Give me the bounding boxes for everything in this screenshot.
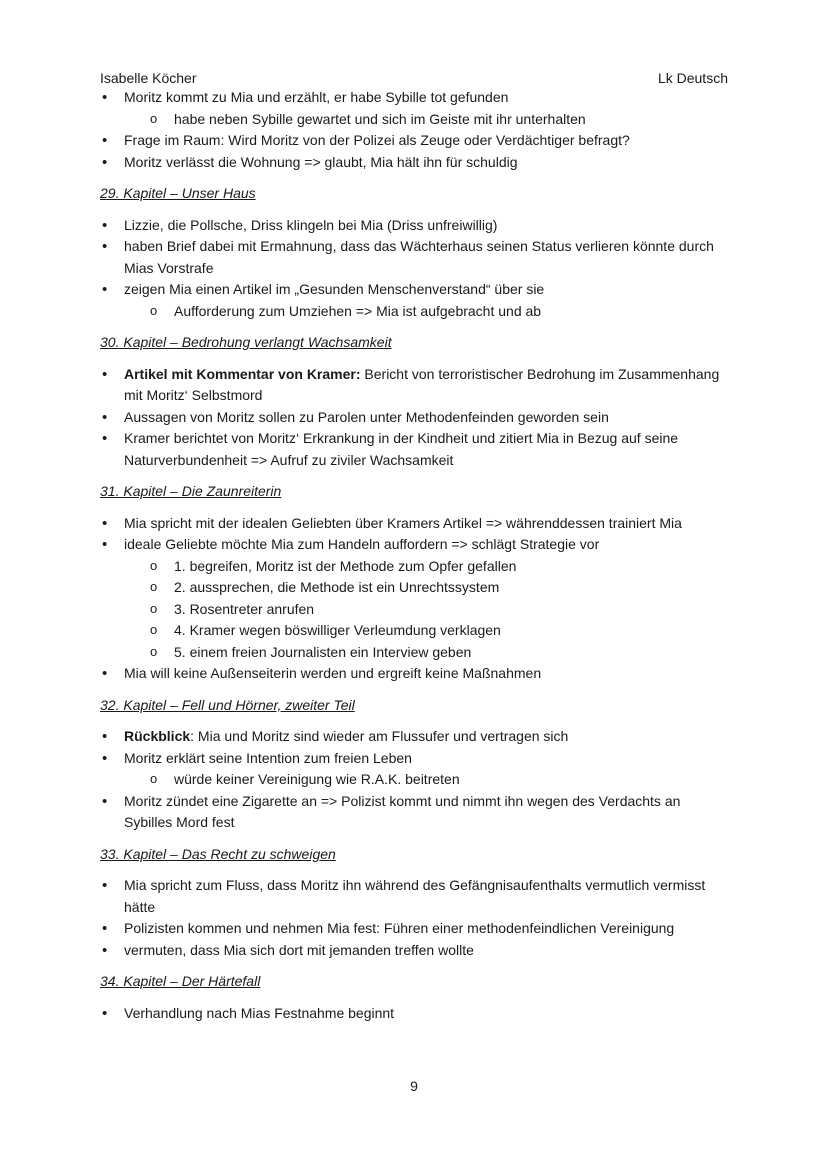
sub-list-item [100, 577, 730, 599]
item-text: Polizisten kommen und nehmen Mia fest: Führen einer methodenfeindlichen Vereinigung [124, 920, 675, 936]
sub-list-item [100, 556, 730, 578]
list-item [100, 534, 730, 556]
item-text: Aussagen von Moritz sollen zu Parolen unter Methodenfeinden geworden sein [124, 408, 609, 425]
sub-list-item [100, 769, 730, 791]
chapter-heading: 31. Kapitel – Die Zaunreiterin [100, 483, 282, 499]
chapter-heading: 33. Kapitel – Das Recht zu schweigen [100, 845, 336, 862]
list-item [100, 1003, 730, 1025]
list-item [100, 513, 730, 535]
list-item [100, 152, 730, 174]
item-text: 2. aussprechen, die Methode ist ein Unrechtssystem [174, 579, 500, 595]
item-text: würde keiner Vereinigung wie R.A.K. beitreten [174, 771, 460, 787]
list-item [100, 726, 730, 748]
author-name: Isabelle Köcher [100, 70, 197, 86]
list-item [100, 407, 730, 429]
item-text: Mia spricht zum Fluss, dass Moritz ihn während des Gefängnisaufenthalts vermutlich vermisst hätte [124, 877, 706, 915]
sub-list-item [100, 620, 730, 642]
item-text: 3. Rosentreter anrufen [174, 600, 315, 617]
item-text: Moritz kommt zu Mia und erzählt, er habe Sybille tot gefunden [124, 89, 509, 105]
item-text: Moritz zündet eine Zigarette an => Polizist kommt und nimmt ihn wegen des Verdachts an Sybilles Mord fest [124, 792, 681, 830]
list-item [100, 215, 730, 237]
item-text: Aufforderung zum Umziehen => Mia ist aufgebracht und ab [174, 302, 542, 319]
item-text: ideale Geliebte möchte Mia zum Handeln auffordern => schlägt Strategie vor [124, 536, 600, 552]
list-item [100, 875, 730, 918]
list-item [100, 918, 730, 940]
sub-list-item [100, 599, 730, 621]
chapter-list [100, 364, 730, 472]
chapter-heading: 34. Kapitel – Der Härtefall [100, 973, 261, 989]
item-text: vermuten, dass Mia sich dort mit jemanden treffen wollte [124, 941, 474, 958]
chapter-list [100, 513, 730, 685]
item-text: Verhandlung nach Mias Festnahme beginnt [124, 1004, 395, 1021]
list-item [100, 791, 730, 834]
item-text: 1. begreifen, Moritz ist der Methode zum Opfer gefallen [174, 557, 517, 574]
item-text: Mia spricht mit der idealen Geliebten über Kramers Artikel => währenddessen trainiert Mia [124, 514, 682, 531]
item-text: Frage im Raum: Wird Moritz von der Polizei als Zeuge oder Verdächtiger befragt? [124, 132, 630, 148]
chapter-list [100, 875, 730, 961]
item-text: haben Brief dabei mit Ermahnung, dass das Wächterhaus seinen Status verlieren könnte durch Mias Vorstrafe [124, 238, 714, 276]
list-item [100, 236, 730, 279]
item-text: Lizzie, die Pollsche, Driss klingeln bei Mia (Driss unfreiwillig) [124, 216, 498, 233]
page-header [100, 68, 728, 88]
list-item [100, 87, 730, 109]
sub-list-item [100, 109, 730, 131]
list-item [100, 364, 730, 407]
list-item [100, 940, 730, 962]
list-item [100, 663, 730, 685]
item-text: Bericht von terroristischer Bedrohung im Zusammenhang mit Moritz‘ Selbstmord [124, 365, 720, 403]
list-item [100, 130, 730, 152]
item-text: Moritz verlässt die Wohnung => glaubt, Mia hält ihn für schuldig [124, 153, 518, 170]
list-item [100, 748, 730, 770]
chapter-list [100, 215, 730, 323]
document-body [100, 87, 730, 1024]
bold-lead-text: Artikel mit Kommentar von Kramer: [124, 365, 361, 382]
item-text: : Mia und Moritz sind wieder am Flussufer und vertragen sich [190, 728, 569, 744]
sub-list-item [100, 301, 730, 323]
list-item [100, 279, 730, 301]
sub-list-item [100, 642, 730, 664]
chapter-heading: 29. Kapitel – Unser Haus [100, 185, 256, 201]
item-text: 5. einem freien Journalisten ein Interview geben [174, 643, 472, 660]
bold-lead-text: Rückblick [124, 728, 191, 744]
item-text: Kramer berichtet von Moritz‘ Erkrankung in der Kindheit und zitiert Mia in Bezug auf seine Naturverbundenheit => Aufruf zu ziviler Wachsamkeit [124, 430, 679, 468]
item-text: Moritz erklärt seine Intention zum freien Leben [124, 749, 412, 766]
page-number: 9 [410, 1078, 418, 1094]
chapter-list [100, 726, 730, 834]
chapter-heading: 32. Kapitel – Fell und Hörner, zweiter Teil [100, 696, 355, 713]
item-text: 4. Kramer wegen böswilliger Verleumdung verklagen [174, 622, 501, 638]
item-text: Mia will keine Außenseiterin werden und ergreift keine Maßnahmen [124, 665, 542, 681]
intro-list [100, 87, 730, 173]
chapter-list [100, 1003, 730, 1025]
item-text: habe neben Sybille gewartet und sich im Geiste mit ihr unterhalten [174, 110, 586, 127]
item-text: zeigen Mia einen Artikel im „Gesunden Menschenverstand“ über sie [124, 281, 545, 297]
list-item [100, 428, 730, 471]
chapter-heading: 30. Kapitel – Bedrohung verlangt Wachsamkeit [100, 334, 392, 350]
course-name: Lk Deutsch [657, 70, 728, 86]
